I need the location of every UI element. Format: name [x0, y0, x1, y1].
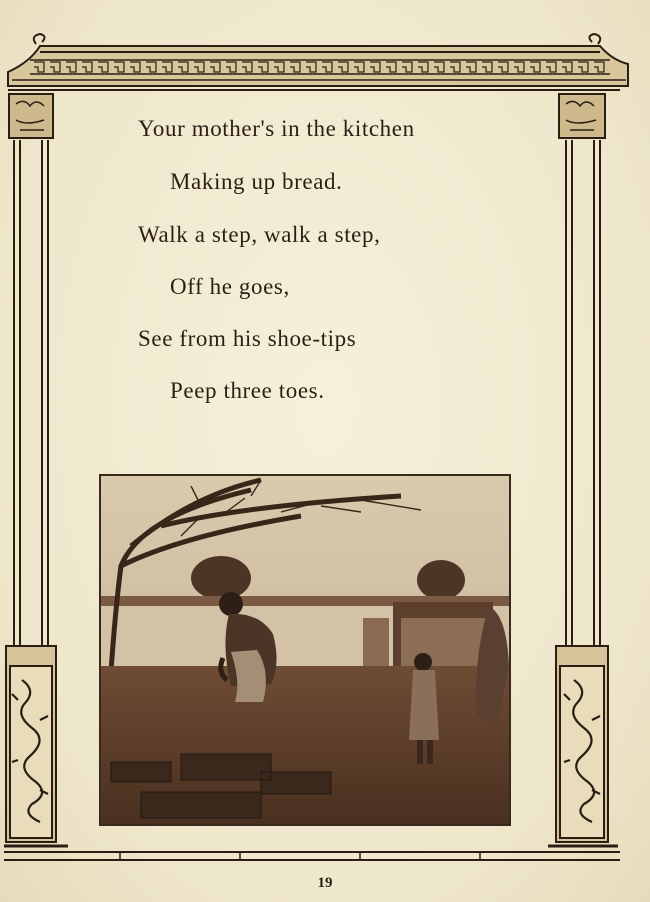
photo-scene	[101, 476, 509, 824]
poem-line-2: Making up bread.	[170, 169, 343, 194]
roof-ornament	[8, 34, 628, 90]
poem-line-6: Peep three toes.	[170, 378, 325, 403]
right-pillar	[548, 94, 618, 846]
poem-line-5: See from his shoe-tips	[138, 326, 357, 351]
left-pillar	[4, 94, 68, 846]
poem-line-4: Off he goes,	[170, 274, 290, 299]
sepia-photograph	[99, 474, 511, 826]
poem-line-3: Walk a step, walk a step,	[138, 222, 381, 247]
tree-foliage	[191, 556, 251, 600]
poem-line-1: Your mother's in the kitchen	[138, 116, 415, 141]
bottom-rail	[4, 852, 620, 860]
page-number: 19	[317, 875, 333, 891]
